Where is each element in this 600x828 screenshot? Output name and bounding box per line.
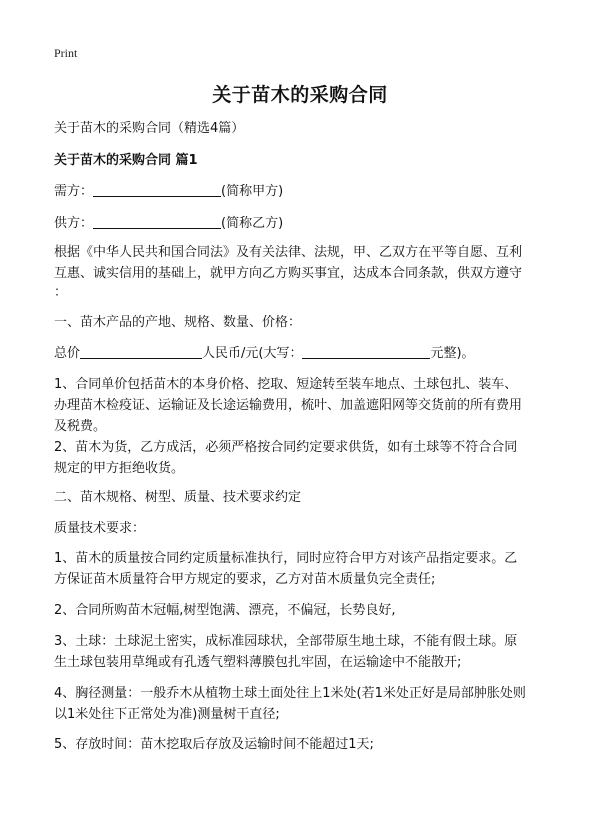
- intro-line-1: 根据《中华人民共和国合同法》及有关法律、法规，甲、乙双方在平等自愿、互利: [54, 245, 523, 260]
- quality-item-1-line-2: 方保证苗木质量符合甲方规定的要求，乙方对苗木质量负完全责任;: [54, 572, 436, 587]
- seller-line: [54, 213, 554, 234]
- section2-heading: 二、苗木规格、树型、质量、技术要求约定: [54, 490, 302, 505]
- section-heading: 关于苗木的采购合同 篇1: [54, 153, 198, 168]
- intro-line-3: ：: [54, 285, 68, 300]
- quality-item-2: 2、合同所购苗木冠幅,树型饱满、漂亮，不偏冠，长势良好,: [54, 603, 396, 618]
- quality-item-4-line-1: 4、胸径测量：一般乔木从植物土球土面处往上1米处(若1米处正好是局部肿胀处则: [54, 686, 526, 701]
- seller-blank: [93, 214, 221, 229]
- quality-heading: 质量技术要求：: [54, 521, 146, 536]
- total-line: [54, 343, 554, 364]
- print-link[interactable]: Print: [54, 46, 78, 60]
- buyer-blank: [93, 182, 221, 197]
- quality-item-3-line-1: 3、土球：土球泥土密实，成标准园球状，全部带原生地土球，不能有假土球。原: [54, 634, 518, 649]
- intro-line-2: 互惠、诚实信用的基础上，就甲方向乙方购买事宜，达成本合同条款，供双方遵守: [54, 266, 523, 281]
- section1-heading: 一、苗木产品的产地、规格、数量、价格：: [54, 315, 302, 330]
- clause1-line-3: 及税费。: [54, 419, 107, 434]
- clause1-line-1: 1、合同单价包括苗木的本身价格、挖取、短途转至装车地点、土球包扎、装车、: [54, 377, 518, 392]
- document-title: 关于苗木的采购合同: [212, 84, 388, 106]
- quality-item-3-line-2: 生土球包装用草绳或有孔透气塑料薄膜包扎牢固，在运输途中不能散开;: [54, 655, 462, 670]
- total-uppercase-blank: [302, 344, 430, 359]
- clause2-line-2: 规定的甲方拒绝收货。: [54, 461, 185, 476]
- total-middle: 人民币/元(大写：: [202, 346, 303, 361]
- buyer-line: [54, 181, 554, 202]
- seller-suffix: (简称乙方): [221, 216, 284, 231]
- quality-item-5: 5、存放时间：苗木挖取后存放及运输时间不能超过1天;: [54, 737, 374, 752]
- quality-item-4-line-2: 以1米处往下正常处为准)测量树干直径;: [54, 707, 280, 722]
- total-label: 总价: [54, 346, 81, 361]
- clause1-line-2: 办理苗木检疫证、运输证及长途运输费用，梳叶、加盖遮阳网等交货前的所有费用: [54, 398, 523, 413]
- buyer-suffix: (简称甲方): [221, 184, 284, 199]
- quality-item-1-line-1: 1、苗木的质量按合同约定质量标准执行，同时应符合甲方对该产品指定要求。乙: [54, 551, 518, 566]
- buyer-label: 需方：: [54, 184, 94, 199]
- total-blank: [80, 344, 202, 359]
- clause2-line-1: 2、苗木为货，乙方成活，必须严格按合同约定要求供货，如有土球等不符合合同: [54, 440, 518, 455]
- total-suffix: 元整)。: [430, 346, 475, 361]
- seller-label: 供方：: [54, 216, 94, 231]
- document-subtitle: 关于苗木的采购合同（精选4篇）: [54, 121, 245, 136]
